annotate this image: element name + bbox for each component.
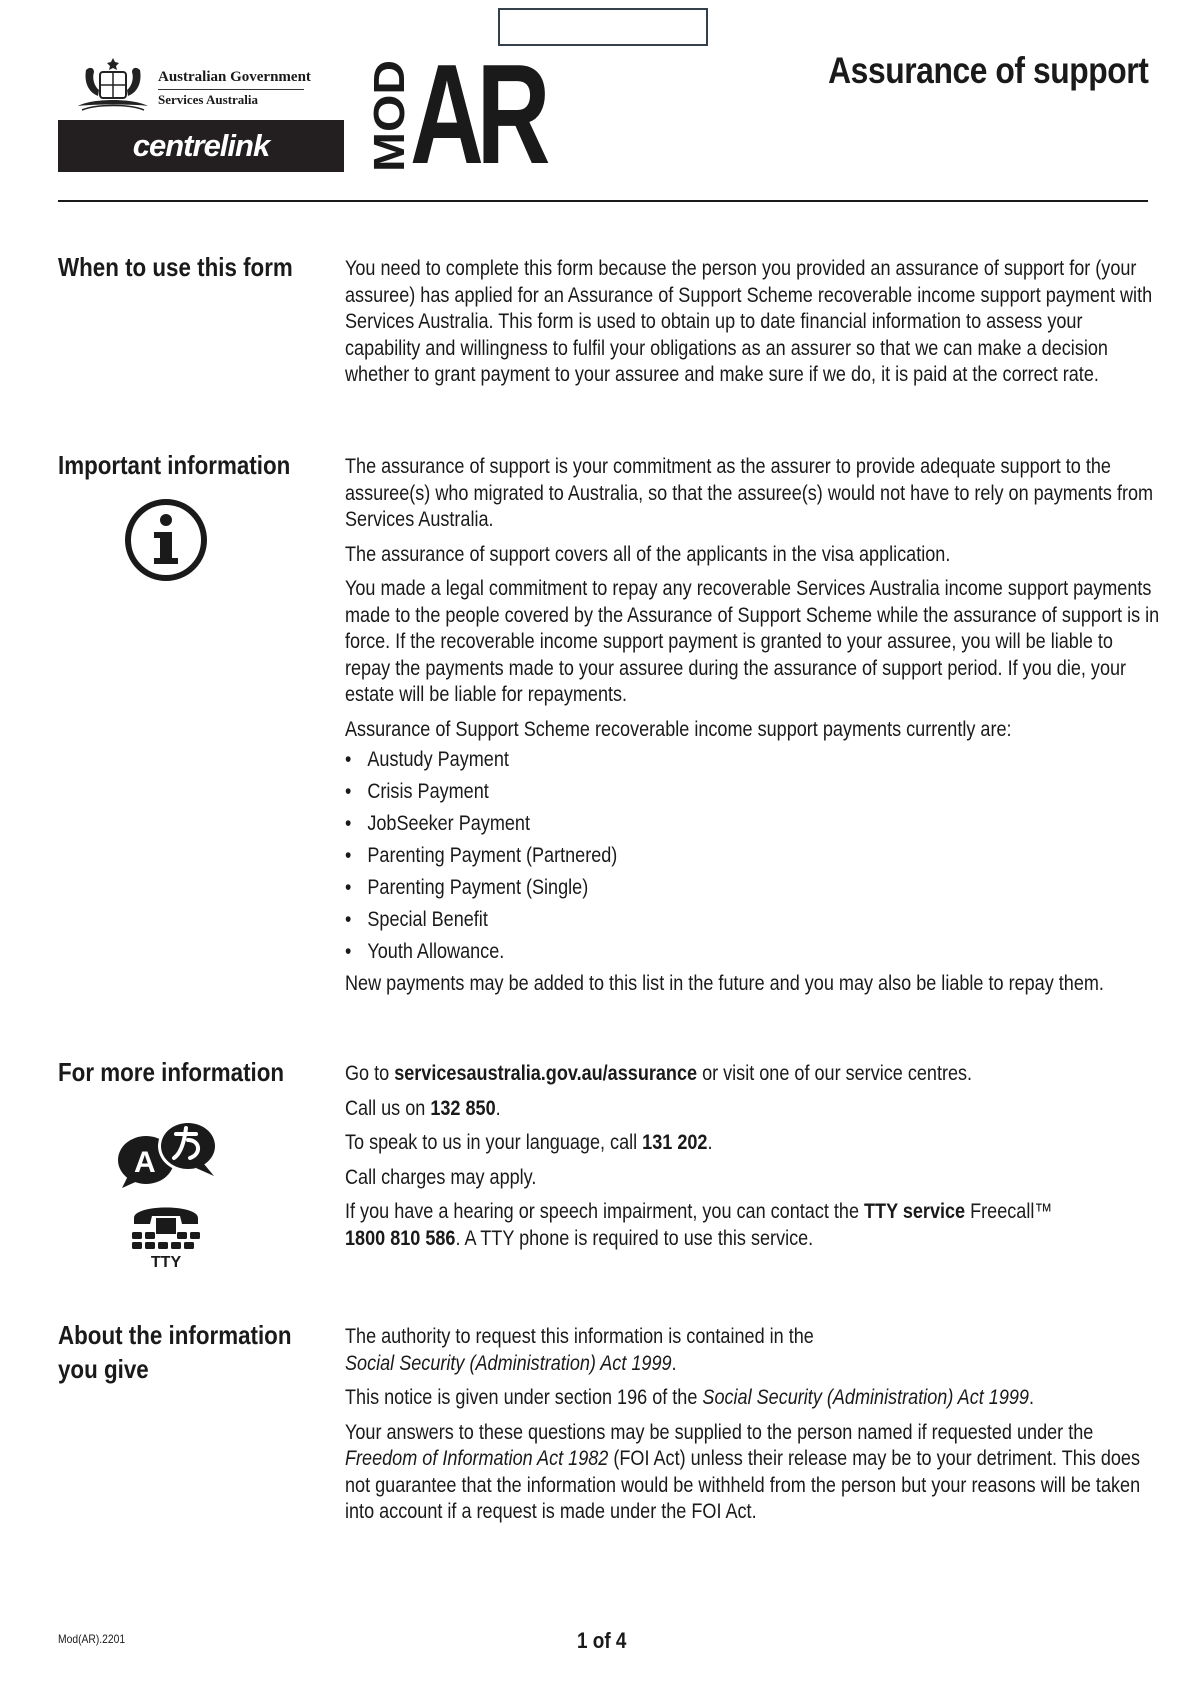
payment-list-item: [345, 939, 1162, 966]
payments-intro-text: Assurance of Support Scheme recoverable income support payments currently are:: [345, 717, 1012, 741]
important-info-body: [345, 454, 1162, 1006]
call-charges-line: Call charges may apply.: [345, 1165, 537, 1189]
bullet-icon: •: [345, 844, 352, 867]
legal-commitment-text: You made a legal commitment to repay any recoverable Services Australia income support payments made to the people covered by the Assurance of Support Scheme while the assurance of support is in force. If the recoverable income support payment is granted to your assuree, you will be liable to repay the payments made to your assuree during the assurance of support period. If you die, your estate will be liable for repayments.: [345, 577, 1160, 706]
form-prefix-label: [365, 58, 414, 172]
payment-name: Parenting Payment (Partnered): [367, 844, 618, 867]
important-info-heading: Important information: [58, 450, 291, 480]
phone-number[interactable]: 132 850: [430, 1096, 496, 1120]
page-number: 1 of 4: [577, 1628, 627, 1653]
bullet-icon: •: [345, 876, 352, 899]
payment-list-item: [345, 907, 1162, 934]
notice-text: This notice is given under section 196 of the Social Security (Administration) Act 1999.: [345, 1386, 1034, 1409]
payment-list-item: [345, 843, 1162, 870]
about-info-body: [345, 1324, 1162, 1534]
more-info-heading: For more information: [58, 1057, 285, 1087]
website-line: Go to servicesaustralia.gov.au/assurance or visit one of our service centres.: [345, 1062, 973, 1085]
language-speech-bubbles-icon: [116, 1118, 220, 1188]
payment-list-item: [345, 747, 1162, 774]
language-phone-number[interactable]: 131 202: [642, 1131, 708, 1154]
bullet-icon: •: [345, 748, 352, 771]
phone-line: Call us on 132 850.: [345, 1096, 501, 1120]
form-code: AR: [410, 35, 544, 194]
payment-list-item: [345, 875, 1162, 902]
agency-name: Services Australia: [158, 92, 259, 107]
centrelink-logo: [58, 120, 344, 172]
website-link[interactable]: servicesaustralia.gov.au/assurance: [394, 1062, 698, 1085]
payment-name: Special Benefit: [367, 908, 488, 931]
new-payments-text: New payments may be added to this list in the future and you may also be liable to repay them.: [345, 972, 1104, 995]
tty-phone-icon: [128, 1198, 204, 1270]
payments-list: [345, 747, 1162, 966]
about-heading-line-2: you give: [58, 1354, 149, 1384]
header-divider: [58, 200, 1148, 202]
about-heading-line-1: About the information: [58, 1320, 292, 1350]
coat-of-arms-icon: [72, 56, 154, 114]
tty-service-label: TTY service: [864, 1200, 966, 1223]
payment-list-item: [345, 811, 1162, 838]
bullet-icon: •: [345, 908, 352, 931]
more-info-body: [345, 1061, 1162, 1260]
tty-line: If you have a hearing or speech impairment, you can contact the TTY service Freecall™ 1800 810 586. A TTY phone is required to use this service.: [345, 1200, 1053, 1250]
page-title: Assurance of support: [827, 50, 1148, 91]
bullet-icon: •: [345, 812, 352, 835]
when-to-use-heading: When to use this form: [58, 252, 293, 282]
when-to-use-body: [345, 256, 1162, 397]
government-name: Australian Government: [158, 69, 311, 85]
payment-name: Parenting Payment (Single): [367, 876, 589, 899]
bullet-icon: •: [345, 940, 352, 963]
payment-name: Youth Allowance.: [367, 940, 505, 963]
authority-text: The authority to request this information is contained in the Social Security (Administration) Act 1999.: [345, 1325, 814, 1375]
payment-list-item: [345, 779, 1162, 806]
centrelink-wordmark: centrelink: [132, 128, 270, 163]
coverage-text: The assurance of support covers all of the applicants in the visa application.: [345, 542, 951, 566]
payment-name: Austudy Payment: [367, 748, 509, 771]
form-version-code: Mod(AR).2201: [58, 1632, 126, 1646]
government-divider: [158, 89, 304, 90]
svg-text:A: A: [134, 1146, 156, 1179]
bullet-icon: •: [345, 780, 352, 803]
when-to-use-text: You need to complete this form because the person you provided an assurance of support for (your assuree) has applied for an Assurance of Support Scheme recoverable income support payment with Services Australia. This form is used to obtain up to date financial information to assess your capability and willingness to fulfil your obligations as an assurer so that we can make a decision whether to grant payment to your assuree and make sure if we do, it is paid at the correct rate.: [345, 257, 1153, 386]
svg-text:TTY: TTY: [150, 1254, 182, 1271]
info-icon: [124, 498, 208, 582]
language-line: To speak to us in your language, call 131 202.: [345, 1131, 713, 1154]
commitment-text: The assurance of support is your commitment as the assurer to provide adequate support to the assuree(s) who migrated to Australia, so that the assuree(s) would not have to rely on payments from Services Australia.: [345, 455, 1154, 531]
payment-name: Crisis Payment: [367, 780, 489, 803]
tty-phone-number[interactable]: 1800 810 586: [345, 1226, 456, 1250]
about-info-heading: [58, 1318, 292, 1386]
foi-text: Your answers to these questions may be supplied to the person named if requested under the Freedom of Information Act 1982 (FOI Act) unless their release may be to your detriment. This does not guarantee that the information would be withheld from the person but your reasons will be taken into account if a request is made under the FOI Act.: [345, 1420, 1141, 1523]
svg-text:MOD: MOD: [365, 69, 414, 172]
payment-name: JobSeeker Payment: [367, 812, 530, 835]
